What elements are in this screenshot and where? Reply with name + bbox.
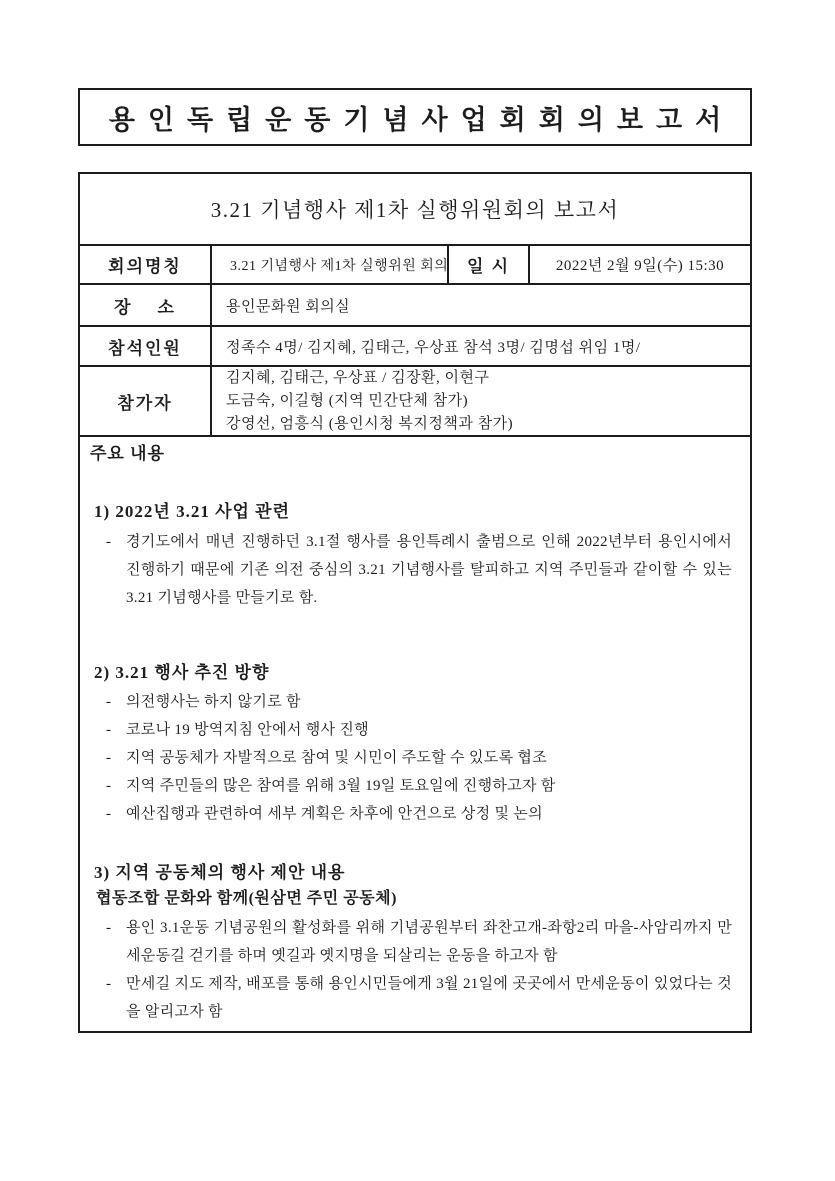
main-content xyxy=(80,435,750,1031)
bullet-dash: - xyxy=(106,976,112,992)
bullet-dash: - xyxy=(106,534,112,550)
datetime-label: 일 시 xyxy=(447,244,528,283)
bullet-item xyxy=(90,716,738,744)
section-3-bullets xyxy=(90,914,738,1026)
bullet-dash: - xyxy=(106,694,112,710)
bullet-dash: - xyxy=(106,722,112,738)
bullet-item xyxy=(90,744,738,772)
bullet-text: 지역 공동체가 자발적으로 참여 및 시민이 주도할 수 있도록 협조 xyxy=(126,750,547,766)
participants-line: 도금숙, 이길형 (지역 민간단체 참가) xyxy=(226,392,469,409)
bullet-dash: - xyxy=(106,806,112,822)
participants-label: 참가자 xyxy=(80,365,210,435)
meeting-name-value: 3.21 기념행사 제1차 실행위원 회의 xyxy=(210,244,447,283)
bullet-text: 용인 3.1운동 기념공원의 활성화를 위해 기념공원부터 좌찬고개-좌항2리 마을-사암리까지 만세운동길 걷기를 하며 옛길과 옛지명을 되살리는 운동을 하고자 함 xyxy=(126,920,732,964)
document-title-box xyxy=(78,88,752,146)
bullet-item xyxy=(90,970,738,1026)
bullet-item xyxy=(90,688,738,716)
section-2-title: 2) 3.21 행사 추진 방향 xyxy=(94,663,270,682)
participants-line: 강영선, 엄흥식 (용인시청 복지정책과 참가) xyxy=(226,415,514,432)
section-3-title: 3) 지역 공동체의 행사 제안 내용 xyxy=(94,863,346,882)
bullet-text: 의전행사는 하지 않기로 함 xyxy=(126,694,301,710)
section-2-bullets xyxy=(90,688,738,828)
location-label: 장 소 xyxy=(80,283,210,325)
attendance-value: 정족수 4명/ 김지혜, 김태근, 우상표 참석 3명/ 김명섭 위임 1명/ xyxy=(210,325,750,365)
bullet-dash: - xyxy=(106,750,112,766)
datetime-value: 2022년 2월 9일(수) 15:30 xyxy=(528,244,750,283)
report-subtitle-row xyxy=(80,174,750,244)
attendance-label: 참석인원 xyxy=(80,325,210,365)
bullet-dash: - xyxy=(106,778,112,794)
bullet-item xyxy=(90,914,738,970)
section-1-title: 1) 2022년 3.21 사업 관련 xyxy=(94,502,291,521)
bullet-item xyxy=(90,800,738,828)
section-1 xyxy=(90,501,738,612)
bullet-text: 코로나 19 방역지침 안에서 행사 진행 xyxy=(126,722,369,738)
location-value: 용인문화원 회의실 xyxy=(210,283,750,325)
participants-line: 김지혜, 김태근, 우상표 / 김장환, 이현구 xyxy=(226,369,490,386)
section-1-bullets xyxy=(90,528,738,612)
bullet-text: 만세길 지도 제작, 배포를 통해 용인시민들에게 3월 21일에 곳곳에서 만세운동이 있었다는 것을 알리고자 함 xyxy=(126,976,732,1020)
bullet-dash: - xyxy=(106,920,112,936)
document-title: 용인독립운동기념사업회회의보고서 xyxy=(108,104,735,135)
section-3-subtitle: 협동조합 문화와 함께(원삼면 주민 공동체) xyxy=(96,890,397,907)
bullet-text: 지역 주민들의 많은 참여를 위해 3월 19일 토요일에 진행하고자 함 xyxy=(126,778,556,794)
bullet-item xyxy=(90,772,738,800)
section-3 xyxy=(90,862,738,1026)
meeting-name-label: 회의명칭 xyxy=(80,244,210,283)
bullet-text: 경기도에서 매년 진행하던 3.1절 행사를 용인특례시 출범으로 인해 2022년부터 용인시에서 진행하기 때문에 기존 의전 중심의 3.21 기념행사를 탈피하고 지역 주민들과 같이할 수 있는 3.21 기념행사를 만들기로 함. xyxy=(126,534,732,606)
report-box xyxy=(78,172,752,1033)
participants-value xyxy=(210,365,750,435)
bullet-item xyxy=(90,528,738,612)
bullet-text: 예산집행과 관련하여 세부 계획은 차후에 안건으로 상정 및 논의 xyxy=(126,806,543,822)
section-2 xyxy=(90,662,738,828)
content-heading: 주요 내용 xyxy=(90,444,165,463)
report-subtitle: 3.21 기념행사 제1차 실행위원회의 보고서 xyxy=(210,198,620,222)
